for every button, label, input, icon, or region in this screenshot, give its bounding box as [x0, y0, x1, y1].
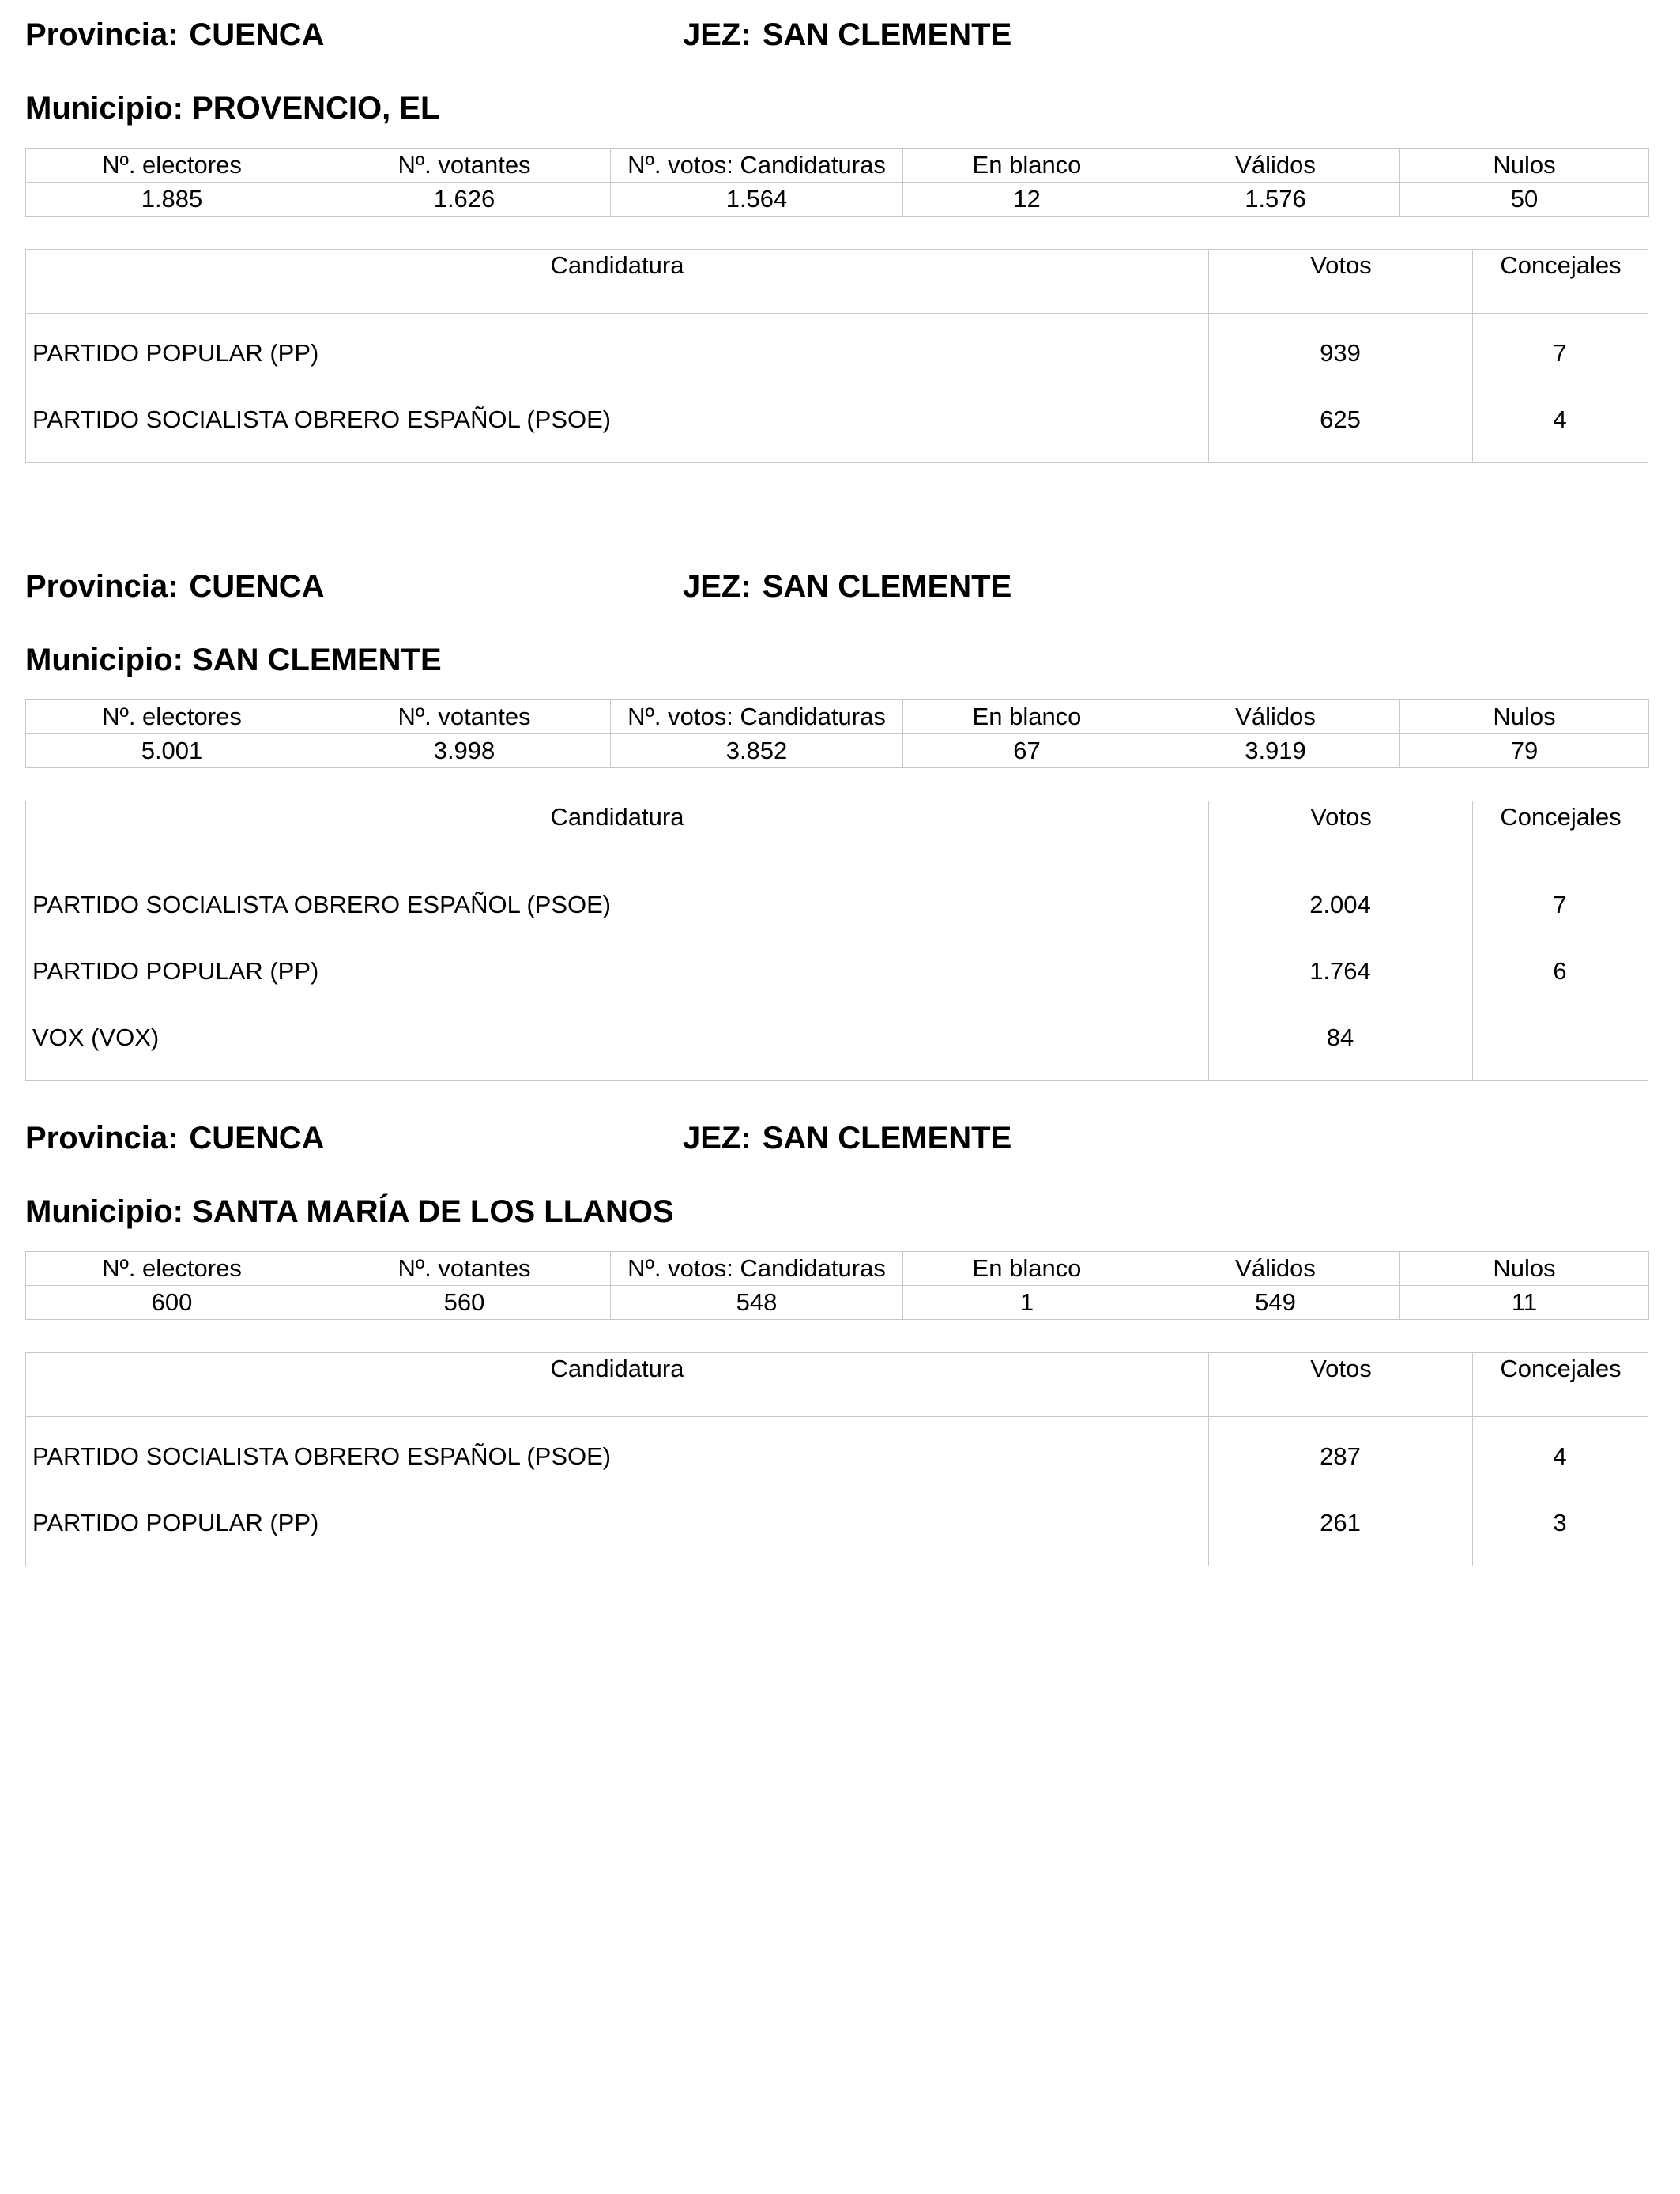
stats-header: Nº. votantes: [318, 1252, 611, 1286]
concejales-header: Concejales: [1472, 250, 1648, 313]
municipio-label: Municipio:: [25, 643, 183, 677]
candidaturas-body: [26, 314, 1648, 462]
candidaturas-table: [25, 801, 1648, 1081]
section-header: [25, 1118, 1648, 1158]
stats-header: Válidos: [1151, 1252, 1400, 1286]
municipio-value: PROVENCIO, EL: [192, 91, 440, 126]
concejales-header: Concejales: [1472, 1353, 1648, 1416]
municipio-section: [25, 567, 1648, 1051]
stats-header: Nº. votos: Candidaturas: [611, 700, 903, 734]
jez-value: SAN CLEMENTE: [762, 569, 1012, 604]
stats-value: 3.852: [611, 734, 903, 768]
provincia: [25, 1118, 325, 1158]
candidaturas-table: [25, 1352, 1648, 1566]
stats-value: 5.001: [26, 734, 318, 768]
stats-header: En blanco: [903, 1252, 1151, 1286]
candidaturas-body: [26, 865, 1648, 1080]
jez-value: SAN CLEMENTE: [762, 17, 1012, 52]
jez-value: SAN CLEMENTE: [762, 1121, 1012, 1155]
stats-header: Nº. votantes: [318, 700, 611, 734]
section-header: [25, 567, 1648, 606]
municipio-label: Municipio:: [25, 1194, 183, 1229]
candidatura-concejales: 6: [1553, 957, 1567, 985]
stats-value: 548: [611, 1286, 903, 1320]
stats-value: 1.564: [611, 183, 903, 217]
municipio-label: Municipio:: [25, 91, 183, 126]
stats-value: 3.998: [318, 734, 611, 768]
provincia: [25, 567, 325, 606]
stats-header-row: [26, 700, 1649, 734]
stats-table: [25, 148, 1649, 217]
stats-value-row: [26, 734, 1649, 768]
candidatura-header: Candidatura: [550, 1355, 684, 1382]
section-header: [25, 15, 1648, 55]
stats-header: En blanco: [903, 149, 1151, 183]
stats-value: 600: [26, 1286, 318, 1320]
candidatura-concejales: 3: [1553, 1509, 1567, 1536]
stats-header: Nº. electores: [26, 1252, 318, 1286]
candidatura-votos: 287: [1320, 1442, 1361, 1470]
candidaturas-header: [26, 250, 1648, 314]
table-row: [26, 1499, 1648, 1566]
candidatura-name: VOX (VOX): [32, 1023, 160, 1051]
provincia-value: CUENCA: [189, 569, 325, 604]
jez-label: JEZ:: [683, 569, 751, 604]
stats-table: [25, 1251, 1649, 1320]
municipio: [25, 1192, 674, 1231]
municipio: [25, 89, 439, 128]
stats-header-row: [26, 149, 1649, 183]
table-row: [26, 1014, 1648, 1080]
candidatura-name: PARTIDO SOCIALISTA OBRERO ESPAÑOL (PSOE): [32, 1442, 612, 1470]
candidatura-votos: 261: [1320, 1509, 1361, 1536]
stats-header: Nº. votos: Candidaturas: [611, 149, 903, 183]
votos-header: Votos: [1208, 250, 1473, 313]
stats-table: [25, 699, 1649, 768]
candidatura-votos: 2.004: [1309, 891, 1371, 918]
table-row: [26, 330, 1648, 396]
candidatura-votos: 84: [1326, 1023, 1354, 1051]
stats-value: 1.885: [26, 183, 318, 217]
votos-header: Votos: [1208, 1353, 1473, 1416]
table-row: [26, 1433, 1648, 1499]
table-row: [26, 396, 1648, 462]
candidatura-name: PARTIDO POPULAR (PP): [32, 1509, 319, 1536]
jez: [683, 1118, 1011, 1158]
stats-value: 3.919: [1151, 734, 1400, 768]
provincia-value: CUENCA: [189, 1121, 325, 1155]
municipio-section: [25, 1118, 1648, 1536]
stats-header-row: [26, 1252, 1649, 1286]
municipio-value: SANTA MARÍA DE LOS LLANOS: [192, 1194, 674, 1229]
candidaturas-header: [26, 1353, 1648, 1417]
candidatura-name: PARTIDO SOCIALISTA OBRERO ESPAÑOL (PSOE): [32, 891, 612, 918]
jez: [683, 15, 1011, 55]
candidatura-votos: 1.764: [1309, 957, 1371, 985]
candidatura-name: PARTIDO POPULAR (PP): [32, 339, 319, 367]
provincia-value: CUENCA: [189, 17, 325, 52]
table-row: [26, 948, 1648, 1014]
stats-header: Nº. votantes: [318, 149, 611, 183]
stats-header: Nº. votos: Candidaturas: [611, 1252, 903, 1286]
candidatura-concejales: 7: [1553, 891, 1567, 918]
stats-value: 1.626: [318, 183, 611, 217]
stats-value: 1: [903, 1286, 1151, 1320]
stats-header: En blanco: [903, 700, 1151, 734]
stats-header: Nº. electores: [26, 700, 318, 734]
stats-value: 12: [903, 183, 1151, 217]
provincia: [25, 15, 325, 55]
votos-header: Votos: [1208, 801, 1473, 865]
candidatura-concejales: 4: [1553, 405, 1567, 433]
stats-value-row: [26, 183, 1649, 217]
stats-header: Nulos: [1400, 700, 1649, 734]
candidaturas-body: [26, 1417, 1648, 1566]
stats-value: 560: [318, 1286, 611, 1320]
stats-value: 79: [1400, 734, 1649, 768]
stats-value: 1.576: [1151, 183, 1400, 217]
municipio-value: SAN CLEMENTE: [192, 643, 442, 677]
stats-header: Nº. electores: [26, 149, 318, 183]
stats-header: Nulos: [1400, 149, 1649, 183]
candidatura-concejales: 4: [1553, 1442, 1567, 1470]
provincia-label: Provincia:: [25, 1121, 179, 1155]
candidaturas-header: [26, 801, 1648, 865]
stats-header: Válidos: [1151, 149, 1400, 183]
municipio: [25, 640, 442, 680]
candidatura-name: PARTIDO POPULAR (PP): [32, 957, 319, 985]
concejales-header: Concejales: [1472, 801, 1648, 865]
jez: [683, 567, 1011, 606]
stats-value: 50: [1400, 183, 1649, 217]
candidatura-votos: 939: [1320, 339, 1361, 367]
candidatura-name: PARTIDO SOCIALISTA OBRERO ESPAÑOL (PSOE): [32, 405, 612, 433]
candidaturas-table: [25, 249, 1648, 463]
table-row: [26, 881, 1648, 948]
jez-label: JEZ:: [683, 17, 751, 52]
candidatura-header: Candidatura: [550, 803, 684, 831]
stats-value: 549: [1151, 1286, 1400, 1320]
stats-header: Nulos: [1400, 1252, 1649, 1286]
jez-label: JEZ:: [683, 1121, 751, 1155]
stats-value: 67: [903, 734, 1151, 768]
provincia-label: Provincia:: [25, 17, 179, 52]
candidatura-header: Candidatura: [550, 251, 684, 279]
candidatura-concejales: 7: [1553, 339, 1567, 367]
candidatura-votos: 625: [1320, 405, 1361, 433]
municipio-section: [25, 15, 1648, 433]
stats-value-row: [26, 1286, 1649, 1320]
stats-header: Válidos: [1151, 700, 1400, 734]
provincia-label: Provincia:: [25, 569, 179, 604]
stats-value: 11: [1400, 1286, 1649, 1320]
